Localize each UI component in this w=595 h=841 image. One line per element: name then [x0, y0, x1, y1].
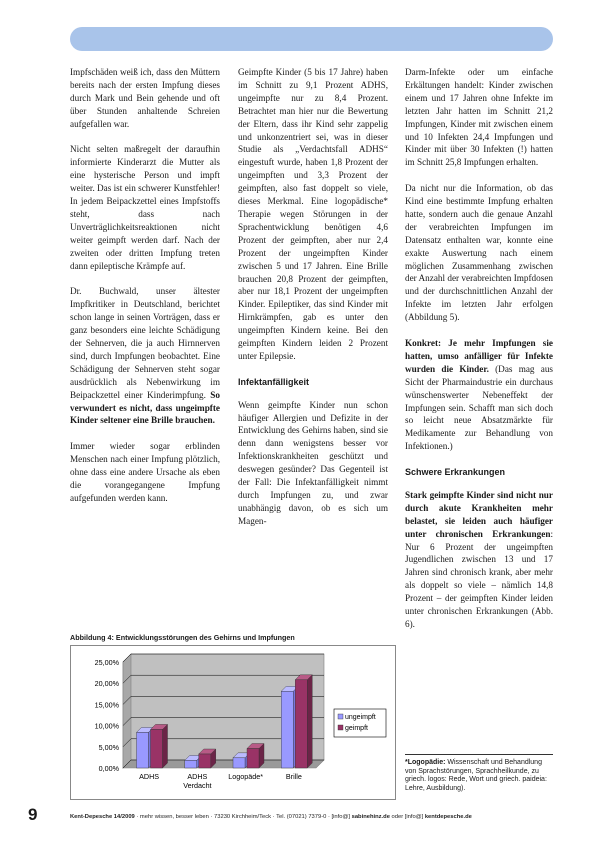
paragraph: Impfschäden weiß ich, dass den Müttern bereits nach der ersten Impfung dieses durch Mark und Bein gehende und oft über Stunden anhaltende Schreien aufgefallen war.: [70, 67, 220, 129]
emphasis-text: Konkret: Je mehr Impfungen sie hatten, umso anfälliger für Infekte wurden die Kinder.: [405, 338, 553, 374]
emphasis-text: Stark geimpfte Kinder sind nicht nur durch akute Krankheiten mehr belastet, sie leiden auch häufiger unter chronischen Erkrankungen: [405, 489, 553, 539]
footer-separator: oder [info@]: [389, 814, 425, 820]
paragraph: Immer wieder sogar erblinden Menschen nach einer Impfung plötzlich, ohne dass eine andere Ursache als eben die vorangegangene Impfung aufgefunden werden kann.: [70, 441, 220, 503]
x-tick-label: Logopäde*: [228, 772, 264, 781]
bar: [295, 680, 307, 768]
footnote-text: Wissenschaft und Behandlung von Sprachstörungen, Sprachheilkunde, zu griech. logos: Rede, Wort und griech. paideia: Lehre, Ausbildung).: [405, 759, 547, 792]
footer-info: [70, 814, 472, 820]
page-footer: [0, 805, 595, 835]
paragraph-text: Dr. Buchwald, unser ältester Impfkritiker in Deutschland, berichtet schon lange in seinen Vorträgen, dass er ganz besonders eine leichte Schädigung der Sehnerven, die ja auch Hirnnerven sind, durch Impfungen beobachtet. Eine Schädigung der Sehnerven steht sogar ausdrücklich als Nebenwirkung im Beipackzettel einer Kinderimpfung.: [70, 286, 220, 400]
bar-chart: [70, 645, 396, 800]
bar: [137, 732, 149, 768]
paragraph: Darm-Infekte oder um einfache Erkältungen handelt: Kinder zwischen einem und 17 Jahren ohne Infekte im letzten Jahr hatten im Schnitt 21,2 Impfungen, Kinder mit zwischen einem und 10 Infekten 24,4 Impfungen und Kinder mit über 30 Infekten (!) hatten im Schnitt 25,8 Impfungen erhalten.: [405, 67, 553, 168]
y-tick-label: 25,00%: [94, 658, 119, 667]
footer-details: · mehr wissen, besser leben · 73230 Kirchheim/Teck · Tel. (07021) 7379-0 · [info@]: [134, 814, 352, 820]
legend-swatch: [338, 725, 343, 730]
issue-label: Kent-Depesche 14/2009: [70, 814, 135, 820]
plot-side-wall: [123, 654, 131, 768]
paragraph: [70, 285, 220, 427]
paragraph: [405, 337, 553, 453]
website-link[interactable]: kentdepesche.de: [424, 814, 472, 820]
bar-side: [307, 675, 312, 768]
legend-label: ungeimpft: [345, 714, 376, 721]
page-number: 9: [28, 805, 38, 824]
bar: [281, 691, 293, 768]
legend-label: geimpft: [345, 725, 368, 732]
y-tick-label: 5,00%: [98, 742, 119, 752]
section-heading: Infektanfälligkeit: [238, 376, 310, 387]
header-bar: [70, 27, 553, 51]
footnote: [405, 754, 553, 793]
bar-side: [163, 724, 168, 768]
bar: [199, 754, 211, 768]
x-tick-label: ADHS: [139, 772, 160, 781]
section-heading: Schwere Erkrankungen: [405, 467, 506, 478]
paragraph: [405, 489, 553, 631]
text-column-2: [238, 66, 388, 541]
y-tick-label: 20,00%: [94, 679, 119, 689]
y-tick-label: 15,00%: [94, 700, 119, 710]
emphasis-text: So verwundert es nicht, dass ungeimpfte Kinder seltener eine Brille brauchen.: [70, 389, 220, 426]
text-column-1: [70, 66, 220, 518]
website-link[interactable]: sabinehinz.de: [351, 814, 390, 820]
chart-svg: [71, 646, 395, 799]
paragraph: Geimpfte Kinder (5 bis 17 Jahre) haben im Schnitt zu 9,1 Prozent ADHS, ungeimpfte nur zu 8,4 Prozent. Betrachtet man hier nur die Bewertung der Eltern, dass ihr Kind sehr zappelig und unkonzentriert sei, was in dieser Studie als „Verdachtsfall ADHS“ eingestuft wurde, haben 1,8 Prozent der ungeimpften und 3,3 Prozent der geimpften, also fast doppelt so viele, dieses Merkmal. Eine logopädische* Therapie wegen Störungen in der Sprachentwicklung benötigen 4,6 Prozent der geimpften, aber nur 2,4 Prozent der ungeimpften Kinder zwischen 5 und 17 Jahren. Eine Brille brauchen 20,8 Prozent der geimpften, aber nur 18,1 Prozent der ungeimpften Kinder. Epileptiker, das sind Kinder mit Hirnkrämpfen, gab es unter den ungeimpften Kindern keine. Bei den geimpften Kindern leiden 2 Prozent unter Epilepsie.: [238, 67, 388, 361]
footnote-term: *Logopädie:: [405, 759, 446, 766]
x-tick-label: Brille: [285, 772, 302, 781]
y-tick-label: 10,00%: [94, 721, 119, 731]
paragraph: Wenn geimpfte Kinder nun schon häufiger Allergien und Defizite in der Entwicklung des Gehirns haben, sind sie denn dann wenigstens besser vor Infektionskrankheiten geschützt und deswegen gesünder? Das Gegenteil ist der Fall: Die Infektanfälligkeit nimmt durch Impfungen zu, und zwar unabhängig davon, ob es sich um Magen-: [238, 399, 388, 526]
paragraph-text: (Das mag aus Sicht der Pharmaindustrie ein durchaus wünschenswerter Nebeneffekt der Impfungen sein. Schafft man sich doch so leicht neue Absatzmärkte für Medikamente zur Behandlung von Infektionen.): [405, 363, 554, 452]
figure-title: Abbildung 4: Entwicklungsstörungen des Gehirns und Impfungen: [70, 633, 295, 642]
paragraph: Da nicht nur die Information, ob das Kind eine bestimmte Impfung erhalten hatte, sondern auch die genaue Anzahl der verabreichten Impfungen im Datensatz enthalten war, konnte eine exakte Auswertung nach einem möglichen Zusammenhang zwischen der Anzahl der verabreichten Impfdosen und der durchschnittlichen Anzahl der Infekte im letzten Jahr erfolgen (Abbildung 5).: [405, 183, 553, 323]
bar: [185, 760, 197, 768]
bar: [233, 758, 245, 768]
text-column-3: [405, 66, 553, 644]
paragraph-text: : Nur 6 Prozent der ungeimpften Jugendlichen zwischen 13 und 17 Jahren sind chronisch krank, aber mehr als doppelt so viele – nämlich 14,8 Prozent – der geimpften Kinder leiden unter chronischen Erkrankungen (Abb. 6).: [405, 528, 553, 630]
x-tick-label: ADHS: [187, 772, 208, 781]
y-tick-label: 0,00%: [98, 764, 119, 773]
paragraph: Nicht selten maßregelt der daraufhin informierte Kinderarzt die Mutter als eine hysterische Person und impft weiter. Das ist ein schwerer Kunstfehler! In jedem Beipackzettel eines Impfstoffs steht, dass nach Unverträglichkeitsreaktionen nicht weiter geimpft werden darf. Nach der zweiten oder dritten Impfung treten dann epileptische Krämpfe auf.: [70, 144, 221, 271]
bar: [247, 748, 259, 768]
legend-swatch: [338, 714, 343, 719]
bar: [151, 729, 163, 768]
x-tick-label: Verdacht: [183, 781, 212, 790]
